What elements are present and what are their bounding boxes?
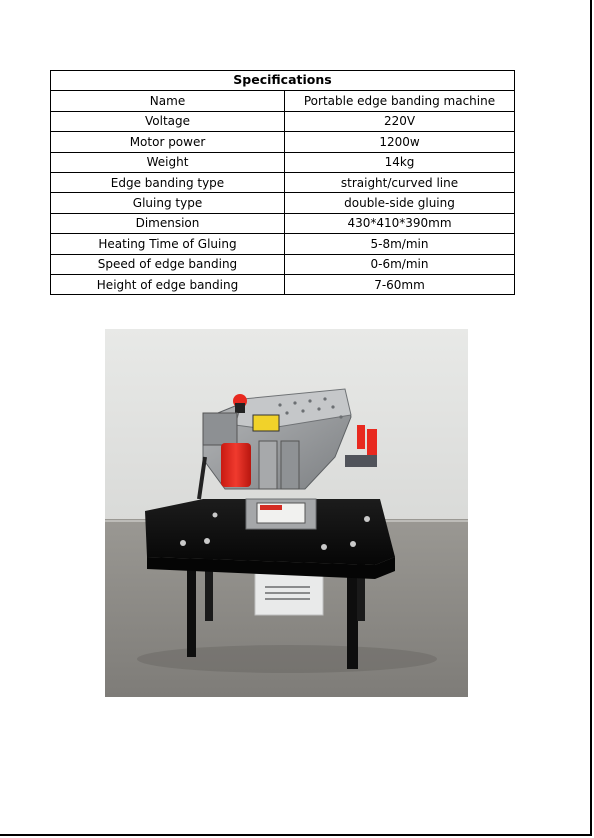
gear-housing xyxy=(203,413,237,445)
glue-pot xyxy=(221,443,251,487)
spec-label: Height of edge banding xyxy=(51,274,285,294)
caution-sticker xyxy=(253,415,279,431)
spec-label: Dimension xyxy=(51,213,285,233)
specifications-table xyxy=(50,70,515,295)
table-leg-front-right xyxy=(347,575,358,669)
spec-label: Gluing type xyxy=(51,193,285,213)
spec-value: 7-60mm xyxy=(285,274,515,294)
table-row xyxy=(51,274,515,294)
spec-value: straight/curved line xyxy=(285,172,515,192)
spec-value: 14kg xyxy=(285,152,515,172)
roller-left xyxy=(259,441,277,489)
table-row xyxy=(51,132,515,152)
table-row xyxy=(51,193,515,213)
spec-label: Motor power xyxy=(51,132,285,152)
table-row xyxy=(51,152,515,172)
table-row xyxy=(51,234,515,254)
spec-value: double-side gluing xyxy=(285,193,515,213)
spec-label: Weight xyxy=(51,152,285,172)
spec-value: 1200w xyxy=(285,132,515,152)
table-row xyxy=(51,254,515,274)
spec-value: 220V xyxy=(285,111,515,131)
table-leg-front-left xyxy=(187,567,196,657)
spec-value: 0-6m/min xyxy=(285,254,515,274)
spec-label: Speed of edge banding xyxy=(51,254,285,274)
spec-label: Heating Time of Gluing xyxy=(51,234,285,254)
table-row xyxy=(51,91,515,111)
spec-label: Voltage xyxy=(51,111,285,131)
spec-label: Name xyxy=(51,91,285,111)
guide-rail xyxy=(345,455,377,467)
machine-photo xyxy=(105,329,468,697)
guide-red-2 xyxy=(367,429,377,455)
guide-red-1 xyxy=(357,425,365,449)
spec-value: 430*410*390mm xyxy=(285,213,515,233)
table-title: Specifications xyxy=(51,71,515,91)
spec-value: Portable edge banding machine xyxy=(285,91,515,111)
table-shadow xyxy=(137,645,437,673)
spec-value: 5-8m/min xyxy=(285,234,515,254)
spec-label: Edge banding type xyxy=(51,172,285,192)
roller-right xyxy=(281,441,299,489)
table-header-row xyxy=(51,71,515,91)
table-row xyxy=(51,172,515,192)
knob-base xyxy=(235,403,245,413)
table-row xyxy=(51,213,515,233)
danger-sticker xyxy=(260,505,282,510)
table-row xyxy=(51,111,515,131)
